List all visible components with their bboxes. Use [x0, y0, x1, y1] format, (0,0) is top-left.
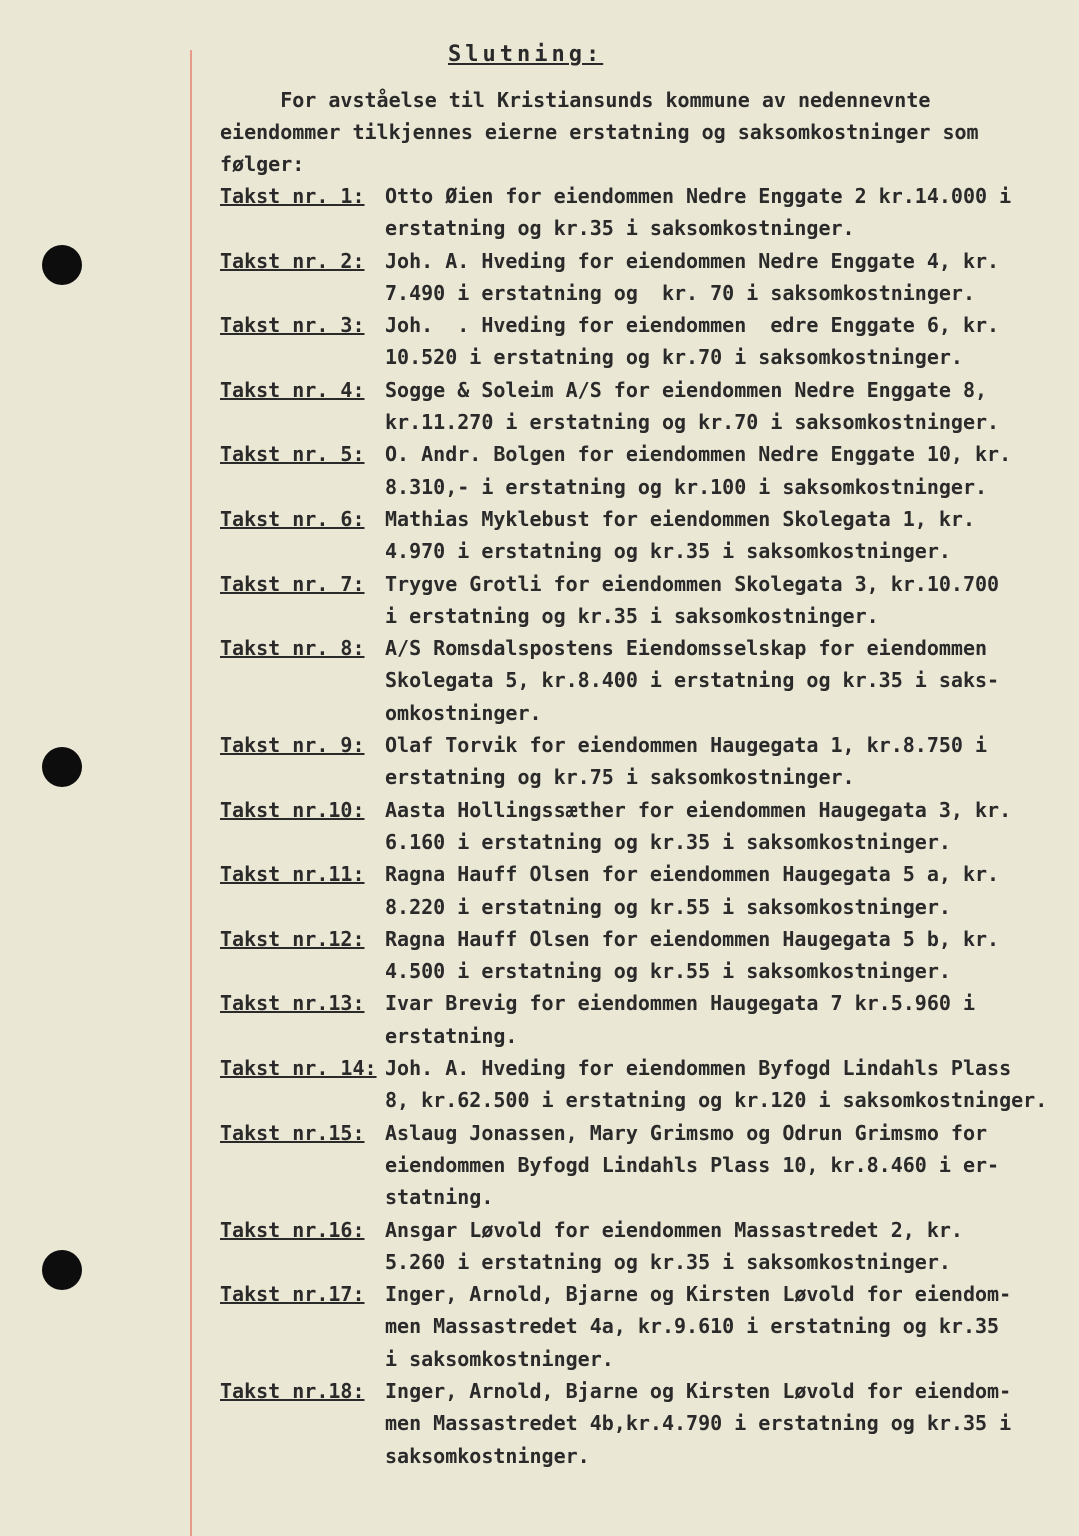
entry-label: Takst nr.15: — [220, 1120, 365, 1145]
entry-label: Takst nr. 6: — [220, 506, 365, 531]
entry-label: Takst nr.16: — [220, 1217, 365, 1242]
entry — [220, 374, 1065, 439]
entry — [220, 438, 1065, 503]
entry-text: Trygve Grotli for eiendommen Skolegata 3, kr.10.700 i erstatning og kr.35 i saksomkostninger. — [385, 571, 1000, 628]
punch-hole — [42, 1250, 82, 1290]
entry-text: Ragna Hauff Olsen for eiendommen Haugegata 5 b, kr. 4.500 i erstatning og kr.55 i saksomkostninger. — [385, 926, 1000, 984]
entry-text: Aasta Hollingssæther for eiendommen Haugegata 3, kr. 6.160 i erstatning og kr.35 i saksomkostninger. — [385, 797, 1012, 854]
entry — [220, 1052, 1065, 1117]
entry-text: Inger, Arnold, Bjarne og Kirsten Løvold for eiendom- men Massastredet 4a, kr.9.610 i erstatning og kr.35 i saksomkostninger. — [385, 1282, 1012, 1371]
entry-text: Joh. A. Hveding for eiendommen Nedre Enggate 4, kr. 7.490 i erstatning og kr. 70 i saksomkostninger. — [385, 248, 1000, 305]
entry-label: Takst nr.11: — [220, 862, 365, 887]
entry-label: Takst nr. 4: — [220, 377, 365, 402]
entry-label: Takst nr.10: — [220, 797, 365, 822]
entry — [220, 503, 1065, 568]
entry-label: Takst nr. 9: — [220, 733, 365, 758]
entry-text: Ragna Hauff Olsen for eiendommen Haugegata 5 a, kr. 8.220 i erstatning og kr.55 i saksomkostninger. — [385, 862, 1000, 919]
entry-text: Otto Øien for eiendommen Nedre Enggate 2 kr.14.000 i erstatning og kr.35 i saksomkostninger. — [385, 184, 1012, 241]
entry — [220, 1117, 1065, 1214]
punch-hole — [42, 747, 82, 787]
intro-paragraph: For avståelse til Kristiansunds kommune av nedennevnte eiendommer tilkjennes eierne erstatning og saksomkostninger som følger: — [220, 88, 979, 176]
entry-label: Takst nr. 3: — [220, 313, 365, 338]
entry-text: Aslaug Jonassen, Mary Grimsmo og Odrun Grimsmo for eiendommen Byfogd Lindahls Plass 10, kr.8.460 i er- statning. — [385, 1120, 1000, 1210]
entry-label: Takst nr. 5: — [220, 442, 365, 467]
entry-text: Inger, Arnold, Bjarne og Kirsten Løvold for eiendom- men Massastredet 4b,kr.4.790 i erstatning og kr.35 i saksomkostninger. — [385, 1378, 1012, 1468]
margin-rule — [190, 50, 192, 1536]
entry — [220, 729, 1065, 794]
entry — [220, 987, 1065, 1052]
entry-text: A/S Romsdalspostens Eiendomsselskap for eiendommen Skolegata 5, kr.8.400 i erstatning og kr.35 i saks- omkostninger. — [385, 636, 1000, 725]
entry-text: Sogge & Soleim A/S for eiendommen Nedre Enggate 8, kr.11.270 i erstatning og kr.70 i saksomkostninger. — [385, 377, 1000, 435]
entry — [220, 923, 1065, 988]
entry-text: Olaf Torvik for eiendommen Haugegata 1, kr.8.750 i erstatning og kr.75 i saksomkostninger. — [385, 733, 988, 790]
entry — [220, 1375, 1065, 1472]
entry-label: Takst nr.17: — [220, 1282, 365, 1307]
entry — [220, 1214, 1065, 1279]
entry — [220, 245, 1065, 310]
entry — [220, 309, 1065, 374]
entry — [220, 568, 1065, 633]
entry-label: Takst nr.18: — [220, 1378, 365, 1403]
entry-label: Takst nr. 14: — [220, 1056, 377, 1081]
entry-text: Joh. A. Hveding for eiendommen Byfogd Lindahls Plass 8, kr.62.500 i erstatning og kr.120 i saksomkostninger. — [385, 1056, 1048, 1113]
entry — [220, 794, 1065, 859]
entry-text: Mathias Myklebust for eiendommen Skolegata 1, kr. 4.970 i erstatning og kr.35 i saksomkostninger. — [385, 506, 976, 564]
entry-label: Takst nr.13: — [220, 991, 365, 1016]
document-title: Slutning: — [448, 42, 604, 67]
punch-hole — [42, 245, 82, 285]
entry — [220, 858, 1065, 923]
entry-text: Ansgar Løvold for eiendommen Massastredet 2, kr. 5.260 i erstatning og kr.35 i saksomkostninger. — [385, 1217, 963, 1274]
entry — [220, 632, 1065, 729]
entry-label: Takst nr. 2: — [220, 248, 365, 273]
entry-label: Takst nr. 8: — [220, 636, 365, 661]
entry-text: O. Andr. Bolgen for eiendommen Nedre Enggate 10, kr. 8.310,- i erstatning og kr.100 i saksomkostninger. — [385, 442, 1012, 499]
entry-label: Takst nr. 1: — [220, 184, 365, 208]
entries-list — [220, 180, 1065, 1472]
entry-text: Joh. . Hveding for eiendommen edre Enggate 6, kr. 10.520 i erstatning og kr.70 i saksomkostninger. — [385, 313, 1000, 370]
entry — [220, 180, 1065, 245]
entry-text: Ivar Brevig for eiendommen Haugegata 7 kr.5.960 i erstatning. — [385, 991, 976, 1048]
entry — [220, 1278, 1065, 1375]
entry-label: Takst nr.12: — [220, 926, 365, 951]
entry-label: Takst nr. 7: — [220, 571, 365, 596]
